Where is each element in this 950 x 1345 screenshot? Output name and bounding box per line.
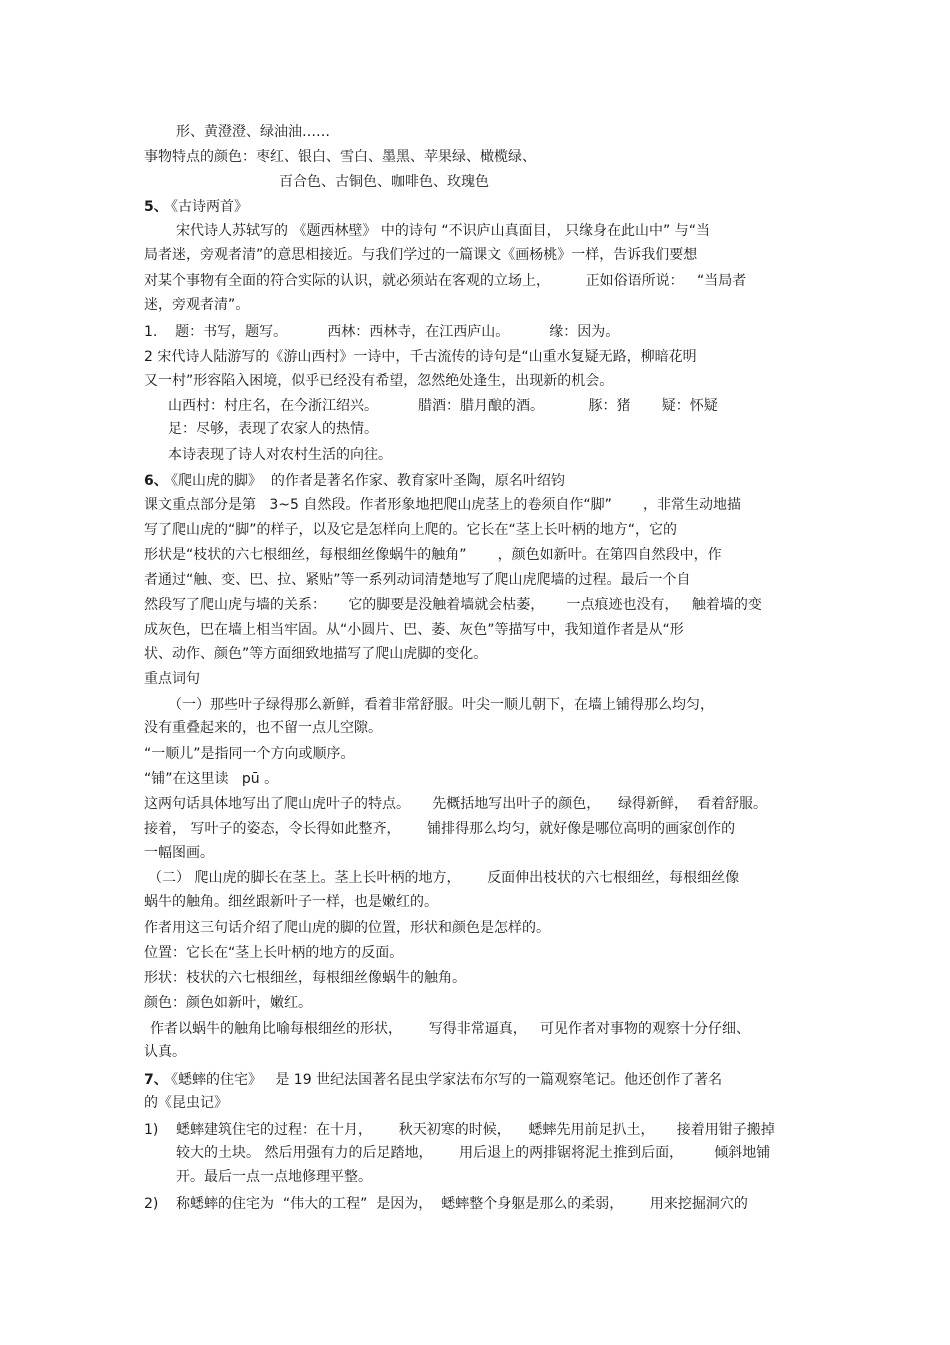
section-number: 7、 bbox=[144, 1072, 168, 1088]
text-line: 位置：它长在“茎上长叶柄的地方的反面。 bbox=[144, 945, 404, 961]
text-line: 一幅图画。 bbox=[144, 845, 214, 861]
text-line: 百合色、古铜色、咖啡色、玫瑰色 bbox=[279, 174, 489, 190]
text-line: 本诗表现了诗人对农村生活的向往。 bbox=[168, 447, 392, 463]
text-line: 迷，旁观者清”。 bbox=[144, 297, 250, 313]
section-number: 6、 bbox=[144, 473, 168, 489]
text-line: 课文重点部分是第 3~5 自然段。作者形象地把爬山虎茎上的卷须自作“脚” ，非常生动地描 bbox=[144, 497, 742, 513]
text-line: 这两句话具体地写出了爬山虎叶子的特点。 先概括地写出叶子的颜色， 绿得新鲜， 看着舒服。 bbox=[144, 796, 767, 812]
text-line: 的《昆虫记》 bbox=[144, 1095, 228, 1111]
text-line: 足：尽够，表现了农家人的热情。 bbox=[168, 421, 378, 437]
text-line: 1. 题：书写，题写。 西林：西林寺，在江西庐山。 缘：因为。 bbox=[144, 324, 620, 340]
text-line: 颜色：颜色如新叶，嫩红。 bbox=[144, 995, 312, 1011]
text-line: 事物特点的颜色：枣红、银白、雪白、墨黑、苹果绿、橄榄绿、 bbox=[144, 149, 536, 165]
text-line: 形、黄澄澄、绿油油…… bbox=[176, 124, 330, 140]
text-line: 作者用这三句话介绍了爬山虎的脚的位置，形状和颜色是怎样的。 bbox=[144, 920, 550, 936]
list-number: 2) bbox=[144, 1196, 159, 1212]
list-number: 1) bbox=[144, 1122, 159, 1138]
text-line: “一顺儿”是指同一个方向或顺序。 bbox=[144, 746, 355, 762]
text-line: 较大的土块。 然后用强有力的后足踏地， 用后退上的两排锯将泥土推到后面， 倾斜地铺 bbox=[176, 1145, 771, 1161]
text-line: 没有重叠起来的，也不留一点儿空隙。 bbox=[144, 720, 382, 736]
text-line: 宋代诗人苏轼写的 《题西林壁》 中的诗句 “不识庐山真面目， 只缘身在此山中” 与“当 bbox=[176, 223, 711, 239]
text-line: 《蟋蟀的住宅》 是 19 世纪法国著名昆虫学家法布尔写的一篇观察笔记。他还创作了著名 bbox=[164, 1072, 723, 1088]
text-line: 形状：枝状的六七根细丝，每根细丝像蜗牛的触角。 bbox=[144, 970, 466, 986]
text-line: 认真。 bbox=[144, 1044, 186, 1060]
text-line: 状、动作、颜色”等方面细致地描写了爬山虎脚的变化。 bbox=[144, 646, 488, 662]
text-line: “铺”在这里读 pū 。 bbox=[144, 771, 279, 787]
list-item: 蟋蟀建筑住宅的过程：在十月， 秋天初寒的时候， 蟋蟀先用前足扒土， 接着用钳子搬掉 bbox=[176, 1122, 775, 1138]
text-line: 接着， 写叶子的姿态，令长得如此整齐， 铺排得那么均匀，就好像是哪位高明的画家创作的 bbox=[144, 821, 736, 837]
text-line: （二） 爬山虎的脚长在茎上。茎上长叶柄的地方， 反面伸出枝状的六七根细丝，每根细丝像 bbox=[148, 870, 740, 886]
text-line: 《爬山虎的脚》 的作者是著名作家、教育家叶圣陶，原名叶绍钧 bbox=[164, 473, 565, 489]
text-line: （一）那些叶子绿得那么新鲜，看着非常舒服。叶尖一顺儿朝下，在墙上铺得那么均匀， bbox=[168, 697, 714, 713]
text-line: 成灰色，巴在墙上相当牢固。从“小圆片、巴、萎、灰色”等描写中，我知道作者是从“形 bbox=[144, 622, 684, 638]
text-line: 形状是“枝状的六七根细丝，每根细丝像蜗牛的触角” ，颜色如新叶。在第四自然段中，作 bbox=[144, 547, 722, 563]
text-line: 作者以蜗牛的触角比喻每根细丝的形状， 写得非常逼真， 可见作者对事物的观察十分仔细、 bbox=[150, 1021, 751, 1037]
text-line: 者通过“触、变、巴、拉、紧贴”等一系列动词清楚地写了爬山虎爬墙的过程。最后一个自 bbox=[144, 572, 691, 588]
section-number: 5、 bbox=[144, 199, 168, 215]
text-line: 局者迷，旁观者清”的意思相接近。与我们学过的一篇课文《画杨桃》一样，告诉我们要想 bbox=[144, 247, 698, 263]
text-line: 对某个事物有全面的符合实际的认识，就必须站在客观的立场上， 正如俗语所说： “当局者 bbox=[144, 273, 747, 289]
text-line: 又一村”形容陷入困境，似乎已经没有希望，忽然绝处逢生，出现新的机会。 bbox=[144, 373, 614, 389]
text-line: 写了爬山虎的“脚”的样子，以及它是怎样向上爬的。它长在“茎上长叶柄的地方“，它的 bbox=[144, 522, 678, 538]
text-line: 蜗牛的触角。细丝跟新叶子一样，也是嫩红的。 bbox=[144, 894, 438, 910]
section-title: 《古诗两首》 bbox=[164, 199, 248, 215]
text-line: 开。最后一点一点地修理平整。 bbox=[176, 1169, 372, 1185]
subheading: 重点词句 bbox=[144, 671, 200, 687]
text-line: 然段写了爬山虎与墙的关系： 它的脚要是没触着墙就会枯萎， 一点痕迹也没有， 触着墙的变 bbox=[144, 597, 762, 613]
text-line: 2 宋代诗人陆游写的《游山西村》一诗中，千古流传的诗句是“山重水复疑无路，柳暗花明 bbox=[144, 349, 697, 365]
list-item: 称蟋蟀的住宅为 “伟大的工程” 是因为， 蟋蟀整个身躯是那么的柔弱， 用来挖掘洞穴的 bbox=[176, 1196, 748, 1212]
text-line: 山西村：村庄名，在今浙江绍兴。 腊酒：腊月酿的酒。 豚：猪 疑：怀疑 bbox=[168, 398, 718, 414]
